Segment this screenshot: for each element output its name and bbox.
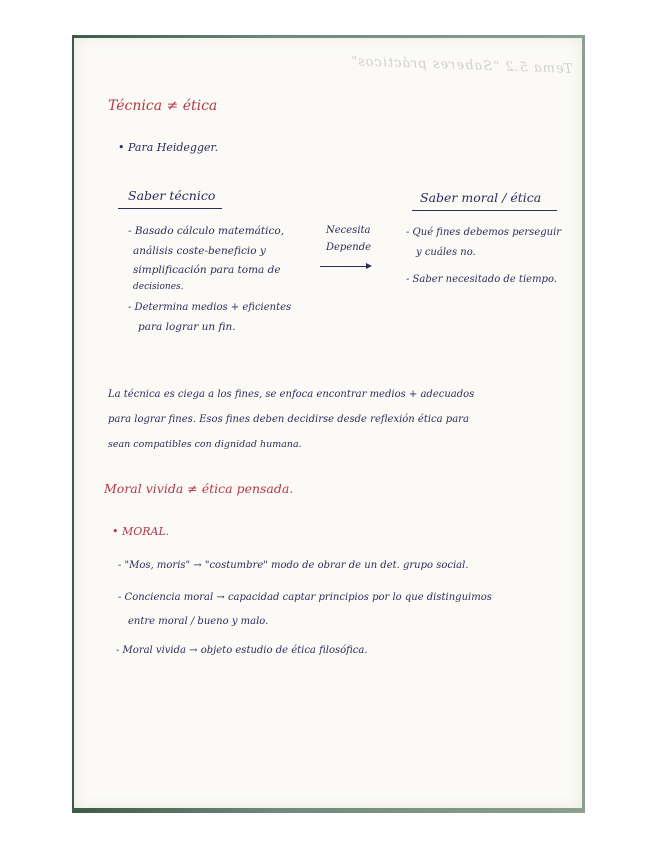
moral-heading: • MORAL. xyxy=(112,525,170,538)
left-line-2: análisis coste-beneficio y xyxy=(133,245,266,257)
paragraph-line-3: sean compatibles con dignidad humana. xyxy=(108,439,302,450)
left-line-5: - Determina medios + eficientes xyxy=(128,302,292,313)
right-line-3: - Saber necesitado de tiempo. xyxy=(406,274,557,285)
saber-tecnico-underline xyxy=(118,208,222,209)
right-line-1: - Qué fines debemos perseguir xyxy=(406,227,562,238)
paragraph-line-2: para lograr fines. Esos fines deben decidirse desde reflexión ética para xyxy=(108,414,469,425)
middle-necesita: Necesita xyxy=(326,225,371,236)
arrow-right-icon xyxy=(320,266,370,267)
moral-item-2: - Conciencia moral → capacidad captar principios por lo que distinguimos xyxy=(118,592,492,603)
left-line-1: - Basado cálculo matemático, xyxy=(128,225,285,237)
paragraph-line-1: La técnica es ciega a los fines, se enfoca encontrar medios + adecuados xyxy=(108,389,475,400)
moral-item-4: - Moral vivida → objeto estudio de ética filosófica. xyxy=(116,645,368,656)
right-line-2: y cuáles no. xyxy=(416,247,476,258)
heading-tecnica-etica: Técnica ≠ ética xyxy=(108,98,218,114)
heading-moral-etica: Moral vivida ≠ ética pensada. xyxy=(104,481,294,496)
left-line-3: simplificación para toma de xyxy=(133,264,281,276)
moral-item-1: - "Mos, moris" → "costumbre" modo de obrar de un det. grupo social. xyxy=(118,560,469,571)
saber-tecnico-heading: Saber técnico xyxy=(128,188,216,203)
left-line-4: decisiones. xyxy=(133,282,184,292)
saber-moral-underline xyxy=(412,210,557,211)
moral-item-3: entre moral / bueno y malo. xyxy=(128,616,269,627)
saber-moral-heading: Saber moral / ética xyxy=(420,190,542,205)
bleed-through-text: Tema 5.2 "Saberes prácticos" xyxy=(349,54,573,77)
left-line-6: para lograr un fin. xyxy=(138,321,236,333)
intro-heidegger: • Para Heidegger. xyxy=(118,141,219,154)
middle-depende: Depende xyxy=(326,242,372,253)
